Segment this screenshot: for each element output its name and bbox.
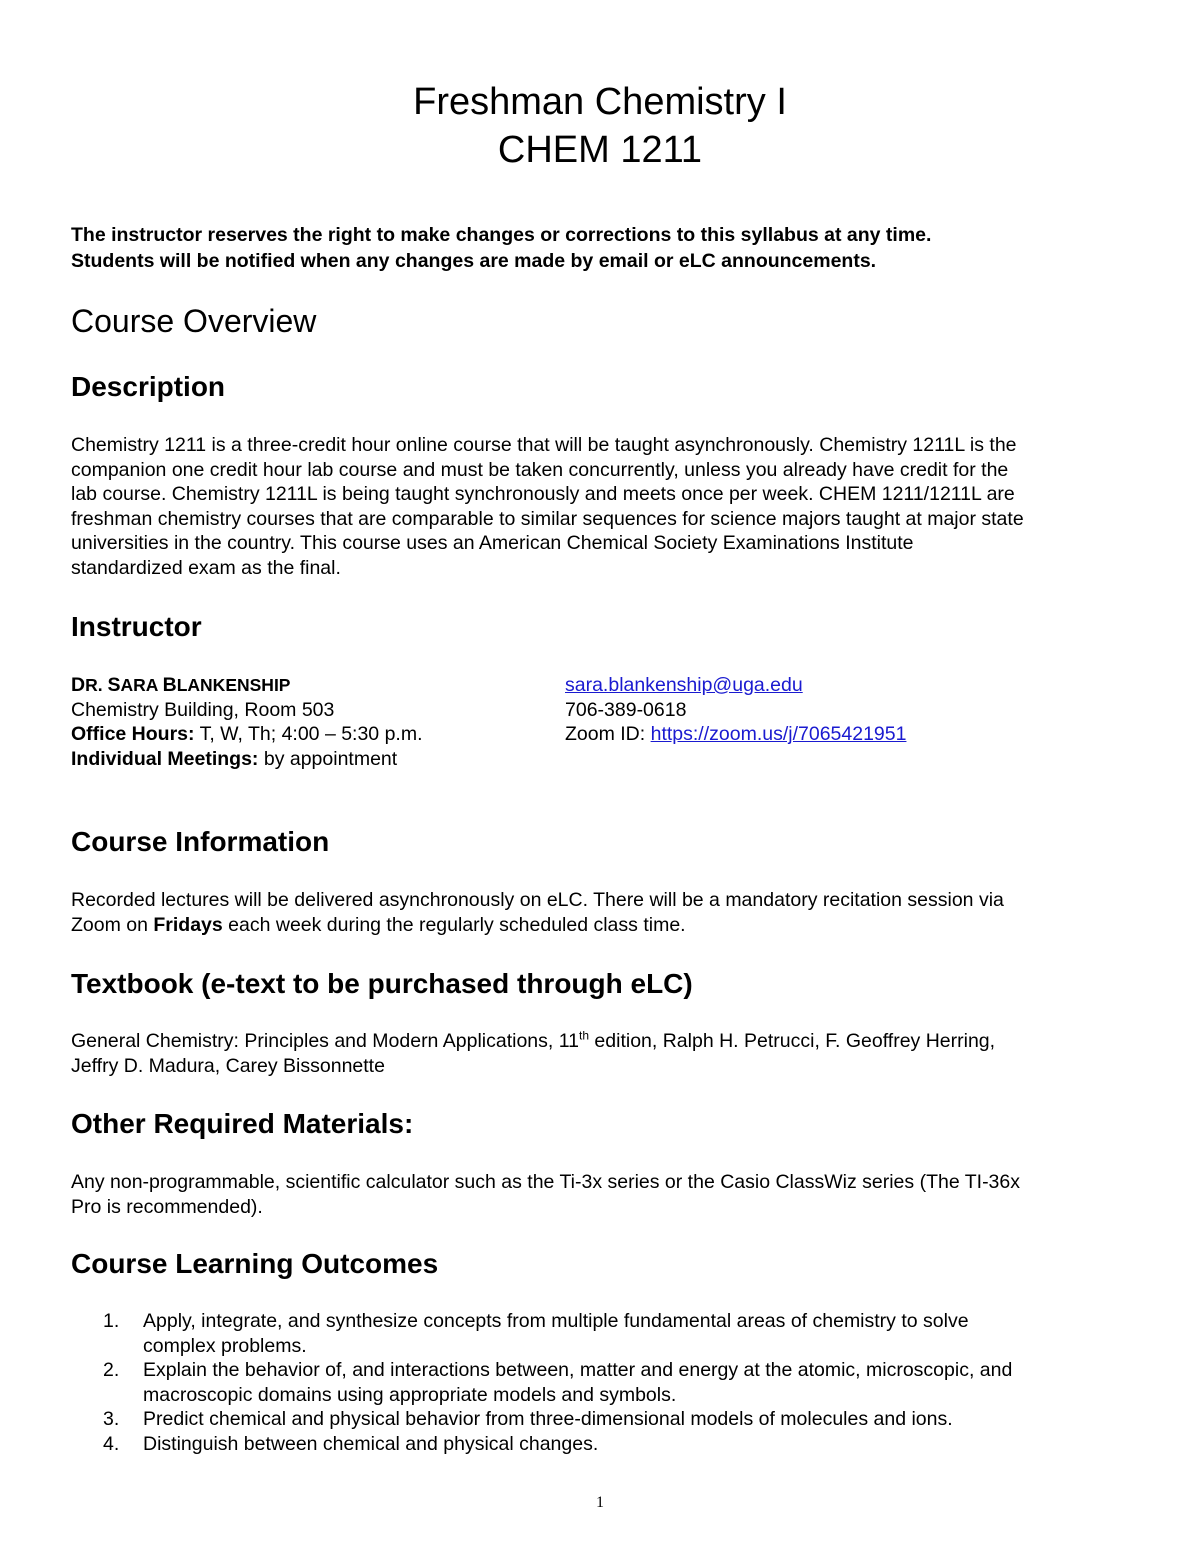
outcome-line: Predict chemical and physical behavior from three-dimensional models of molecules and ions. xyxy=(143,1408,953,1430)
course-overview-heading: Course Overview xyxy=(71,303,317,339)
syllabus-change-notice xyxy=(71,222,1151,274)
notice-line: The instructor reserves the right to make changes or corrections to this syllabus at any time. xyxy=(71,224,932,246)
instructor-details xyxy=(71,673,423,771)
fridays-emphasis: Fridays xyxy=(153,913,223,936)
outcome-line: Apply, integrate, and synthesize concepts from multiple fundamental areas of chemistry to solve xyxy=(143,1310,969,1332)
description-line: lab course. Chemistry 1211L is being taught synchronously and meets once per week. CHEM 1211/1211L are xyxy=(71,483,1015,505)
course-code: CHEM 1211 xyxy=(497,129,703,171)
list-item xyxy=(71,1358,1151,1407)
course-title: Freshman Chemistry I xyxy=(413,81,787,123)
materials-heading: Other Required Materials: xyxy=(71,1108,414,1139)
textbook-heading: Textbook (e-text to be purchased through eLC) xyxy=(71,968,693,999)
zoom-label: Zoom ID: xyxy=(565,723,651,745)
office-hours-value: T, W, Th; 4:00 – 5:30 p.m. xyxy=(194,723,423,745)
instructor-name: DR. SARA BLANKENSHIP xyxy=(71,674,291,696)
course-information-heading: Course Information xyxy=(71,826,330,857)
office-hours-label: Office Hours: xyxy=(71,723,195,745)
notice-line: Students will be notified when any changes are made by email or eLC announcements. xyxy=(71,250,877,272)
list-number: 3. xyxy=(103,1408,120,1430)
description-line: universities in the country. This course uses an American Chemical Society Examinations Institute xyxy=(71,532,914,554)
outcome-line: Explain the behavior of, and interactions between, matter and energy at the atomic, microscopic, and xyxy=(143,1359,1013,1381)
meetings-label: Individual Meetings: xyxy=(71,747,259,770)
outcome-line: macroscopic domains using appropriate models and symbols. xyxy=(143,1383,677,1406)
description-line: standardized exam as the final. xyxy=(71,556,341,579)
instructor-contact xyxy=(565,673,906,747)
outcome-line: Distinguish between chemical and physical changes. xyxy=(143,1432,599,1455)
instructor-phone: 706-389-0618 xyxy=(565,698,687,721)
textbook-line: General Chemistry: Principles and Modern Applications, 11th edition, Ralph H. Petrucci, F. Geoffrey Herring, xyxy=(71,1028,996,1052)
list-number: 4. xyxy=(103,1432,120,1455)
page-number: 1 xyxy=(596,1494,604,1511)
textbook-text xyxy=(71,1029,1141,1078)
description-line: companion one credit hour lab course and must be taken concurrently, unless you already have credit for the xyxy=(71,458,1009,481)
course-information-text xyxy=(71,888,1141,937)
zoom-link[interactable]: https://zoom.us/j/7065421951 xyxy=(650,723,907,745)
instructor-email-link[interactable]: sara.blankenship@uga.edu xyxy=(565,674,803,696)
office-hours xyxy=(71,722,423,747)
zoom-id xyxy=(565,722,906,747)
outcome-line: complex problems. xyxy=(143,1334,307,1357)
individual-meetings xyxy=(71,747,423,772)
course-info-line: Recorded lectures will be delivered asynchronously on eLC. There will be a mandatory recitation session via xyxy=(71,889,1004,911)
materials-line: Any non-programmable, scientific calculator such as the Ti-3x series or the Casio ClassWiz series (The TI-36x xyxy=(71,1171,1020,1193)
materials-line: Pro is recommended). xyxy=(71,1195,263,1218)
list-item xyxy=(71,1309,1151,1358)
list-number: 1. xyxy=(103,1310,120,1332)
course-info-line: Zoom on Fridays each week during the regularly scheduled class time. xyxy=(71,913,686,936)
document-title xyxy=(0,78,1200,174)
description-line: freshman chemistry courses that are comparable to similar sequences for science majors taught at major state xyxy=(71,507,1024,530)
description-line: Chemistry 1211 is a three-credit hour online course that will be taught asynchronously. Chemistry 1211L is the xyxy=(71,434,1017,456)
outcomes-list xyxy=(71,1309,1151,1456)
list-item xyxy=(71,1432,1151,1457)
instructor-heading: Instructor xyxy=(71,611,202,642)
textbook-line: Jeffry D. Madura, Carey Bissonnette xyxy=(71,1054,385,1077)
instructor-office: Chemistry Building, Room 503 xyxy=(71,698,335,721)
list-item xyxy=(71,1407,1151,1432)
list-number: 2. xyxy=(103,1359,120,1381)
description-heading: Description xyxy=(71,371,226,402)
meetings-value: by appointment xyxy=(258,747,398,770)
outcomes-heading: Course Learning Outcomes xyxy=(71,1248,439,1279)
materials-text xyxy=(71,1170,1141,1219)
description-text xyxy=(71,433,1141,580)
